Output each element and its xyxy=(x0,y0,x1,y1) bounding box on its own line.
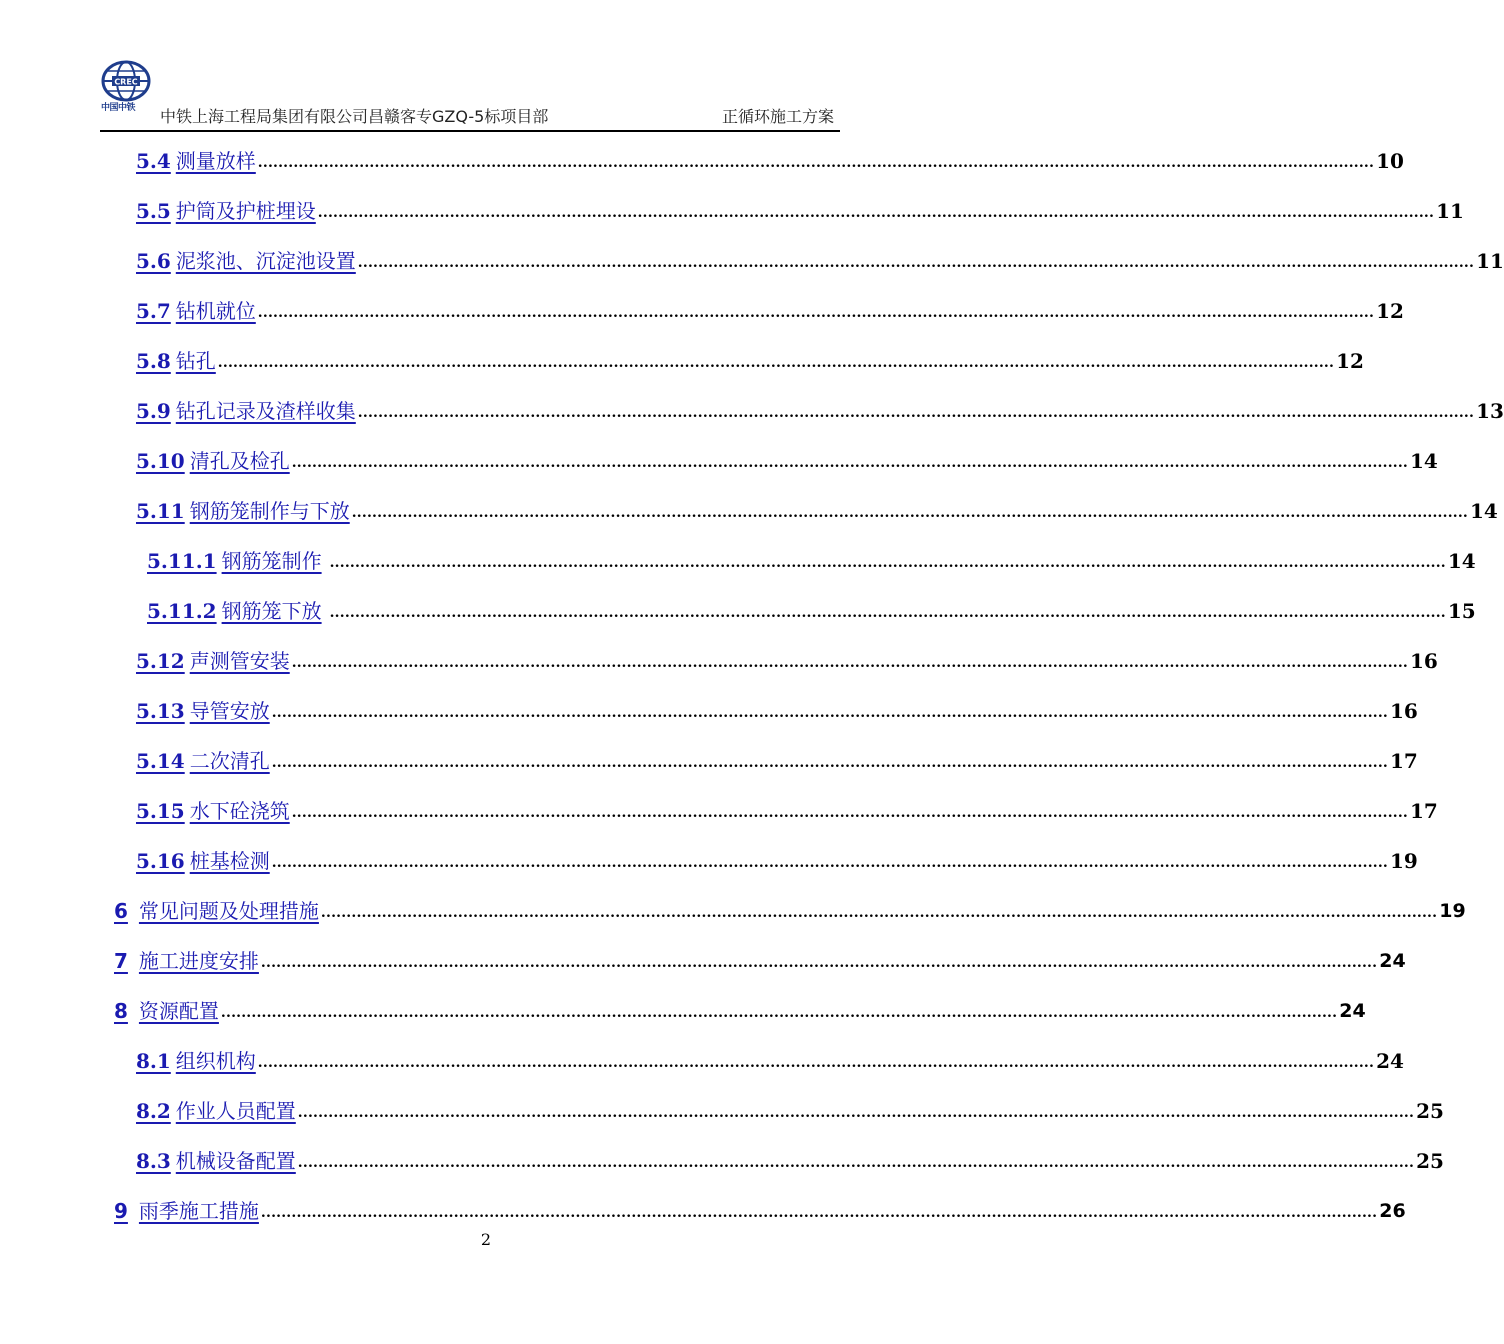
dot-leader: ............................................................................................................................................................................................................................ xyxy=(351,505,1469,521)
toc-entry-link[interactable] xyxy=(147,598,322,624)
toc-entry[interactable] xyxy=(136,644,1438,674)
toc-entry[interactable] xyxy=(114,1194,1406,1224)
toc-entry-number: 5.9 xyxy=(136,399,171,423)
toc-entry-page: 11 xyxy=(1476,249,1504,273)
toc-entry[interactable] xyxy=(136,1044,1404,1074)
toc-entry-link[interactable] xyxy=(136,448,290,474)
toc-entry[interactable] xyxy=(136,344,1364,374)
toc-entry[interactable] xyxy=(136,744,1418,774)
toc-entry-number: 8.3 xyxy=(136,1149,171,1173)
globe-logo-icon xyxy=(101,60,151,102)
dot-leader: ............................................................................................................................................................................................................................ xyxy=(271,705,1389,721)
toc-entry-number: 8.2 xyxy=(136,1099,171,1123)
toc-entry-link[interactable] xyxy=(147,548,322,574)
toc-entry-title: 水下砼浇筑 xyxy=(189,799,290,823)
toc-entry-number: 5.11 xyxy=(136,499,185,523)
toc-entry-page: 25 xyxy=(1416,1149,1444,1173)
header-document-title: 正循环施工方案 xyxy=(722,107,835,126)
toc-entry[interactable] xyxy=(136,144,1404,174)
toc-entry-number: 5.4 xyxy=(136,149,171,173)
toc-entry-title: 测量放样 xyxy=(175,149,256,173)
toc-entry[interactable] xyxy=(136,294,1404,324)
dot-leader: ............................................................................................................................................................................................................................ xyxy=(297,1155,1415,1171)
toc-entry-number: 5.8 xyxy=(136,349,171,373)
toc-entry[interactable] xyxy=(114,894,1466,924)
toc-entry-title: 导管安放 xyxy=(189,699,270,723)
toc-entry[interactable] xyxy=(136,394,1504,424)
toc-entry-title: 钻孔 xyxy=(175,349,216,373)
toc-entry-number: 5.10 xyxy=(136,449,185,473)
dot-leader: ............................................................................................................................................................................................................................ xyxy=(329,605,1446,621)
header-company-name: 中铁上海工程局集团有限公司昌赣客专GZQ-5标项目部 xyxy=(160,107,549,126)
dot-leader: ............................................................................................................................................................................................................................ xyxy=(271,755,1389,771)
toc-entry-title: 常见问题及处理措施 xyxy=(138,899,319,923)
toc-entry-number: 8 xyxy=(114,999,128,1023)
dot-leader: ............................................................................................................................................................................................................................ xyxy=(320,905,1438,921)
toc-entry-page: 12 xyxy=(1376,299,1404,323)
toc-entry[interactable] xyxy=(136,794,1438,824)
toc-entry[interactable] xyxy=(147,594,1476,624)
toc-entry-link[interactable] xyxy=(136,498,350,524)
toc-entry[interactable] xyxy=(136,844,1418,874)
toc-entry-number: 5.6 xyxy=(136,249,171,273)
dot-leader: ............................................................................................................................................................................................................................ xyxy=(220,1005,1338,1021)
toc-entry-page: 14 xyxy=(1447,549,1476,573)
dot-leader: ............................................................................................................................................................................................................................ xyxy=(257,155,1375,171)
toc-entry-page: 17 xyxy=(1410,799,1438,823)
toc-entry-title: 桩基检测 xyxy=(189,849,270,873)
toc-entry-number: 7 xyxy=(114,949,128,973)
toc-entry-title: 钢筋笼下放 xyxy=(221,599,322,623)
dot-leader: ............................................................................................................................................................................................................................ xyxy=(271,855,1389,871)
toc-entry-page: 19 xyxy=(1439,900,1466,922)
toc-entry-link[interactable] xyxy=(114,1198,259,1224)
toc-entry-number: 5.5 xyxy=(136,199,171,223)
company-logo xyxy=(101,60,153,114)
toc-entry-title: 作业人员配置 xyxy=(175,1099,296,1123)
toc-entry-page: 24 xyxy=(1376,1049,1404,1073)
toc-entry-link[interactable] xyxy=(136,1048,256,1074)
toc-entry[interactable] xyxy=(136,694,1418,724)
toc-entry-page: 26 xyxy=(1379,1200,1406,1222)
toc-entry-number: 5.11.2 xyxy=(147,599,217,623)
dot-leader: ............................................................................................................................................................................................................................ xyxy=(291,655,1409,671)
toc-entry[interactable] xyxy=(136,494,1498,524)
toc-entry[interactable] xyxy=(147,544,1476,574)
header-divider xyxy=(100,130,840,132)
dot-leader: ............................................................................................................................................................................................................................ xyxy=(317,205,1435,221)
toc-entry-link[interactable] xyxy=(136,398,356,424)
dot-leader: ............................................................................................................................................................................................................................ xyxy=(329,555,1446,571)
dot-leader: ............................................................................................................................................................................................................................ xyxy=(297,1105,1415,1121)
toc-entry-title: 钢筋笼制作与下放 xyxy=(189,499,350,523)
toc-entry[interactable] xyxy=(136,244,1504,274)
toc-entry-page: 10 xyxy=(1376,149,1404,173)
dot-leader: ............................................................................................................................................................................................................................ xyxy=(357,405,1475,421)
toc-entry-number: 5.7 xyxy=(136,299,171,323)
dot-leader: ............................................................................................................................................................................................................................ xyxy=(260,1205,1378,1221)
toc-entry-link[interactable] xyxy=(136,148,256,174)
toc-entry[interactable] xyxy=(136,1094,1444,1124)
toc-entry-number: 5.13 xyxy=(136,699,185,723)
toc-entry-title: 泥浆池、沉淀池设置 xyxy=(175,249,356,273)
toc-entry-title: 机械设备配置 xyxy=(175,1149,296,1173)
toc-entry-title: 二次清孔 xyxy=(189,749,270,773)
toc-entry-link[interactable] xyxy=(114,998,219,1024)
toc-entry-number: 9 xyxy=(114,1199,128,1223)
toc-entry-link[interactable] xyxy=(136,848,270,874)
toc-entry-page: 19 xyxy=(1390,849,1418,873)
toc-entry-link[interactable] xyxy=(136,298,256,324)
toc-entry[interactable] xyxy=(136,1144,1444,1174)
dot-leader: ............................................................................................................................................................................................................................ xyxy=(217,355,1335,371)
dot-leader: ............................................................................................................................................................................................................................ xyxy=(257,305,1375,321)
toc-entry-page: 14 xyxy=(1470,499,1498,523)
toc-entry-title: 钻孔记录及渣样收集 xyxy=(175,399,356,423)
toc-entry-page: 16 xyxy=(1410,649,1438,673)
toc-entry-number: 5.14 xyxy=(136,749,185,773)
toc-entry-page: 14 xyxy=(1410,449,1438,473)
toc-entry-number: 5.15 xyxy=(136,799,185,823)
dot-leader: ............................................................................................................................................................................................................................ xyxy=(291,455,1409,471)
toc-entry-number: 5.12 xyxy=(136,649,185,673)
toc-entry-title: 组织机构 xyxy=(175,1049,256,1073)
toc-entry-title: 钢筋笼制作 xyxy=(221,549,322,573)
toc-entry-page: 24 xyxy=(1339,1000,1366,1022)
toc-entry-link[interactable] xyxy=(136,648,290,674)
toc-entry-title: 声测管安装 xyxy=(189,649,290,673)
toc-entry-title: 雨季施工措施 xyxy=(138,1199,259,1223)
toc-entry-page: 24 xyxy=(1379,950,1406,972)
dot-leader: ............................................................................................................................................................................................................................ xyxy=(357,255,1475,271)
toc-entry-link[interactable] xyxy=(136,798,290,824)
toc-entry-title: 钻机就位 xyxy=(175,299,256,323)
toc-entry[interactable] xyxy=(114,994,1366,1024)
toc-entry-title: 资源配置 xyxy=(138,999,219,1023)
toc-entry-page: 16 xyxy=(1390,699,1418,723)
toc-entry-page: 25 xyxy=(1416,1099,1444,1123)
svg-text:CREC: CREC xyxy=(114,77,138,87)
toc-entry-page: 12 xyxy=(1336,349,1364,373)
page-number: 2 xyxy=(480,1230,492,1249)
logo-caption: 中国中铁 xyxy=(101,103,136,113)
toc-entry-page: 15 xyxy=(1447,599,1476,623)
toc-entry-page: 13 xyxy=(1476,399,1504,423)
dot-leader: ............................................................................................................................................................................................................................ xyxy=(291,805,1409,821)
toc-entry-link[interactable] xyxy=(136,348,216,374)
dot-leader: ............................................................................................................................................................................................................................ xyxy=(260,955,1378,971)
toc-entry-link[interactable] xyxy=(136,748,270,774)
toc-entry-link[interactable] xyxy=(136,248,356,274)
toc-entry-page: 11 xyxy=(1436,199,1464,223)
toc-entry-number: 6 xyxy=(114,899,128,923)
toc-entry-page: 17 xyxy=(1390,749,1418,773)
toc-entry-title: 护筒及护桩埋设 xyxy=(175,199,316,223)
toc-entry-title: 清孔及检孔 xyxy=(189,449,290,473)
toc-entry-link[interactable] xyxy=(136,1098,296,1124)
toc-entry-title: 施工进度安排 xyxy=(138,949,259,973)
toc-entry-link[interactable] xyxy=(136,698,270,724)
toc-entry-link[interactable] xyxy=(114,948,259,974)
toc-entry[interactable] xyxy=(114,944,1406,974)
toc-entry-number: 8.1 xyxy=(136,1049,171,1073)
dot-leader: ............................................................................................................................................................................................................................ xyxy=(257,1055,1375,1071)
toc-entry[interactable] xyxy=(136,194,1464,224)
toc-entry-number: 5.11.1 xyxy=(147,549,217,573)
toc-entry-link[interactable] xyxy=(136,1148,296,1174)
toc-entry-link[interactable] xyxy=(136,198,316,224)
toc-entry[interactable] xyxy=(136,444,1438,474)
toc-entry-number: 5.16 xyxy=(136,849,185,873)
toc-entry-link[interactable] xyxy=(114,898,319,924)
